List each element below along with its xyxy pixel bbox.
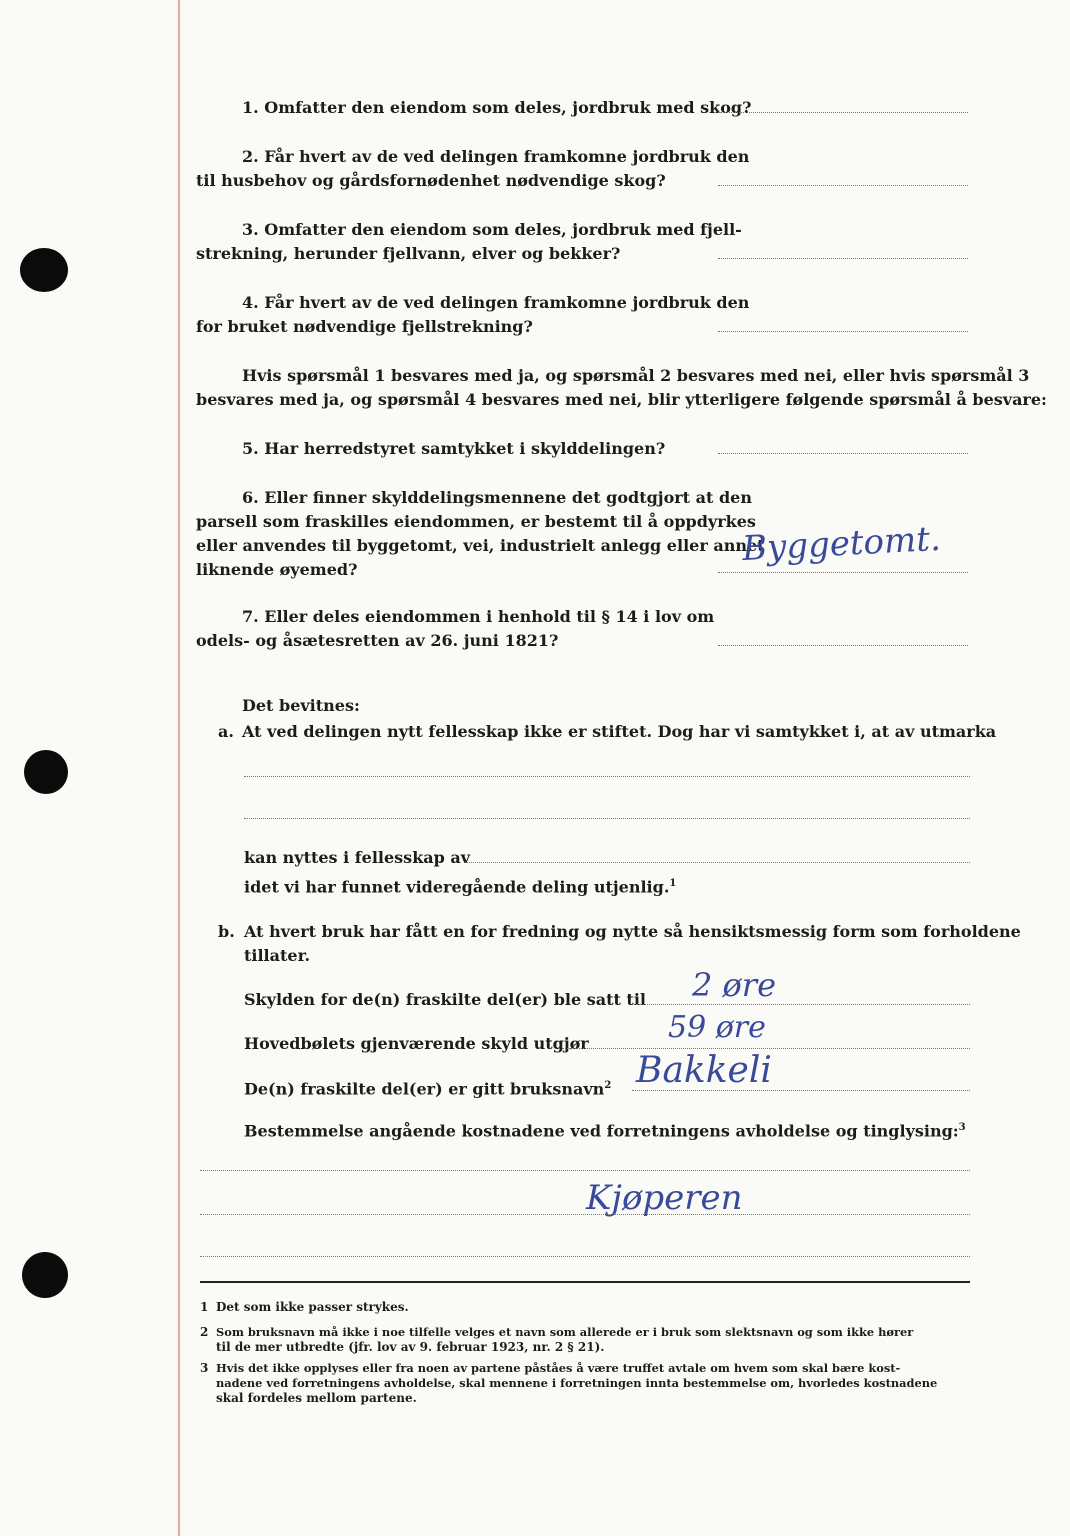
- footnote-3-line1: Hvis det ikke opplyses eller fra noen av partene påståes å være truffet avtale om hvem som skal bære kost-: [216, 1361, 901, 1375]
- utmarka-line-2[interactable]: [244, 818, 970, 819]
- bruksnavn-value-handwritten: Bakkeli: [636, 1050, 772, 1091]
- bestemmelse-line-2[interactable]: [200, 1214, 970, 1215]
- question-6-line1: 6. Eller finner skylddelingsmennene det godtgjort at den: [242, 488, 752, 507]
- attest-heading: Det bevitnes:: [242, 696, 360, 715]
- answer-line-5[interactable]: [718, 453, 968, 454]
- bestemmelse-line-3[interactable]: [200, 1256, 970, 1257]
- question-2-line2: til husbehov og gårdsfornødenhet nødvendige skog?: [196, 171, 666, 190]
- footnote-2-line1: Som bruksnavn må ikke i noe tilfelle velges et navn som allerede er i bruk som slektsnavn og som ikke hører: [216, 1325, 914, 1339]
- hovedbolet-label: Hovedbølets gjenværende skyld utgjør: [244, 1034, 589, 1053]
- question-6-line3: eller anvendes til byggetomt, vei, industrielt anlegg eller annet: [196, 536, 765, 555]
- condition-line1: Hvis spørsmål 1 besvares med ja, og spørsmål 2 besvares med nei, eller hvis spørsmål 3: [242, 366, 1030, 385]
- skylden-label: Skylden for de(n) fraskilte del(er) ble satt til: [244, 990, 646, 1009]
- footnote-3-line3: skal fordeles mellom partene.: [216, 1391, 417, 1405]
- skylden-value-handwritten: 2 øre: [692, 966, 777, 1004]
- question-7-line1: 7. Eller deles eiendommen i henhold til § 14 i lov om: [242, 607, 715, 626]
- answer-line-4[interactable]: [718, 331, 968, 332]
- hovedbolet-value-handwritten: 59 øre: [668, 1010, 766, 1045]
- footnote-1-num: 1: [200, 1300, 209, 1314]
- attest-b-text-line2: tillater.: [244, 946, 311, 965]
- footnote-3-line2: nadene ved forretningens avholdelse, skal mennene i forretningen innta bestemmelse om, hvorledes kostnadene: [216, 1376, 938, 1390]
- kan-nyttes-label: kan nyttes i fellesskap av: [244, 848, 471, 867]
- answer-line-7[interactable]: [718, 645, 968, 646]
- idet-vi-label: idet vi har funnet videregående deling utjenlig.: [244, 877, 670, 897]
- footnote-2-num: 2: [200, 1325, 209, 1339]
- footnote-2-line2: til de mer utbredte (jfr. lov av 9. februar 1923, nr. 2 § 21).: [216, 1340, 605, 1354]
- footnote-ref-3: 3: [958, 1122, 966, 1133]
- question-1: 1. Omfatter den eiendom som deles, jordbruk med skog?: [242, 98, 752, 117]
- bestemmelse-value-handwritten: Kjøperen: [586, 1178, 743, 1218]
- answer-line-3[interactable]: [718, 258, 968, 259]
- idet-vi-text: [244, 874, 676, 897]
- kan-nyttes-line[interactable]: [465, 862, 970, 863]
- question-3-line1: 3. Omfatter den eiendom som deles, jordbruk med fjell-: [242, 220, 742, 239]
- question-4-line1: 4. Får hvert av de ved delingen framkomne jordbruk den: [242, 293, 750, 312]
- bestemmelse-text: [244, 1118, 966, 1141]
- attest-b-label: b.: [218, 922, 235, 941]
- footnote-separator: [200, 1281, 970, 1283]
- answer-line-2[interactable]: [718, 185, 968, 186]
- bruksnavn-label: De(n) fraskilte del(er) er gitt bruksnavn: [244, 1079, 605, 1099]
- question-6-line2: parsell som fraskilles eiendommen, er bestemt til å oppdyrkes: [196, 512, 756, 531]
- question-7-line2: odels- og åsætesretten av 26. juni 1821?: [196, 631, 559, 650]
- skylden-line[interactable]: [636, 1004, 970, 1005]
- utmarka-line-1[interactable]: [244, 776, 970, 777]
- condition-line2: besvares med ja, og spørsmål 4 besvares med nei, blir ytterligere følgende spørsmål å besvare:: [196, 390, 1047, 409]
- attest-b-text-line1: At hvert bruk har fått en for fredning og nytte så hensiktsmessig form som forholdene: [244, 922, 1021, 941]
- question-2-line1: 2. Får hvert av de ved delingen framkomne jordbruk den: [242, 147, 750, 166]
- question-4-line2: for bruket nødvendige fjellstrekning?: [196, 317, 533, 336]
- footnote-1: Det som ikke passer strykes.: [216, 1300, 409, 1314]
- hovedbolet-line[interactable]: [562, 1048, 970, 1049]
- bestemmelse-line-1[interactable]: [200, 1170, 970, 1171]
- answer-6-handwritten: Byggetomt.: [741, 518, 942, 570]
- answer-line-6[interactable]: [718, 572, 968, 573]
- bruksnavn-text: [244, 1076, 611, 1099]
- question-5: 5. Har herredstyret samtykket i skylddelingen?: [242, 439, 666, 458]
- footnote-ref-1: 1: [669, 878, 677, 889]
- attest-a-label: a.: [218, 722, 234, 741]
- footnote-ref-2: 2: [604, 1080, 612, 1091]
- punch-hole-middle: [24, 750, 68, 794]
- bestemmelse-label: Bestemmelse angående kostnadene ved forretningens avholdelse og tinglysing:: [244, 1121, 959, 1141]
- attest-a-text: At ved delingen nytt fellesskap ikke er stiftet. Dog har vi samtykket i, at av utmarka: [242, 722, 997, 741]
- punch-hole-top: [20, 248, 68, 292]
- answer-line-1[interactable]: [718, 112, 968, 113]
- punch-hole-bottom: [22, 1252, 68, 1298]
- footnote-3-num: 3: [200, 1361, 209, 1375]
- question-6-line4: liknende øyemed?: [196, 560, 358, 579]
- margin-rule: [178, 0, 180, 1536]
- question-3-line2: strekning, herunder fjellvann, elver og bekker?: [196, 244, 621, 263]
